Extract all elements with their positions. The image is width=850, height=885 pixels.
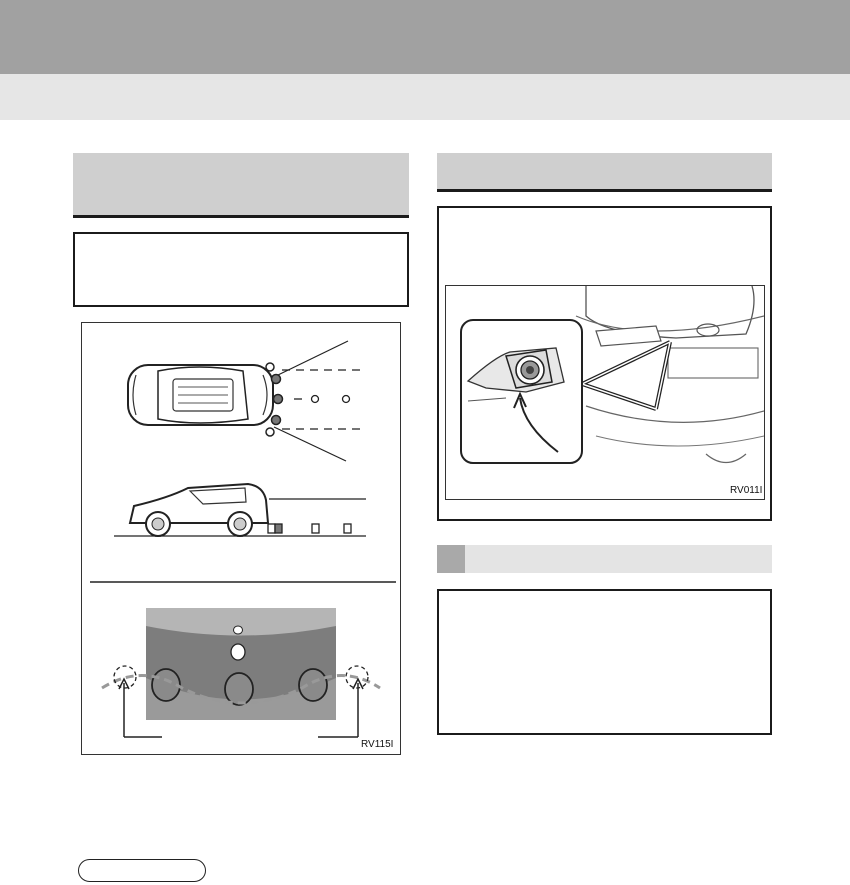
- detection-range-view: [102, 608, 380, 737]
- left-note-box: [73, 232, 409, 307]
- camera-location-figure: [445, 285, 765, 500]
- camera-location-diagram: [446, 286, 764, 499]
- subsection-heading: [437, 545, 772, 573]
- sensor-diagram-figure: [81, 322, 401, 755]
- subheader-band: [0, 74, 850, 120]
- page-tab-pill: [78, 859, 206, 882]
- header-band: [0, 0, 850, 74]
- top-view-sensors: [266, 341, 364, 461]
- car-side-view: [130, 484, 268, 536]
- figure-code-rv011i: RV011I: [730, 485, 763, 496]
- right-note-box: [437, 206, 772, 521]
- right-section-heading: [437, 153, 772, 192]
- sensor-diagram: [82, 323, 400, 754]
- car-top-view: [128, 365, 273, 425]
- right-bottom-note-box: [437, 589, 772, 735]
- left-section-heading: [73, 153, 409, 218]
- figure-code-rv115i: RV115I: [361, 739, 394, 750]
- subsection-marker: [437, 545, 465, 573]
